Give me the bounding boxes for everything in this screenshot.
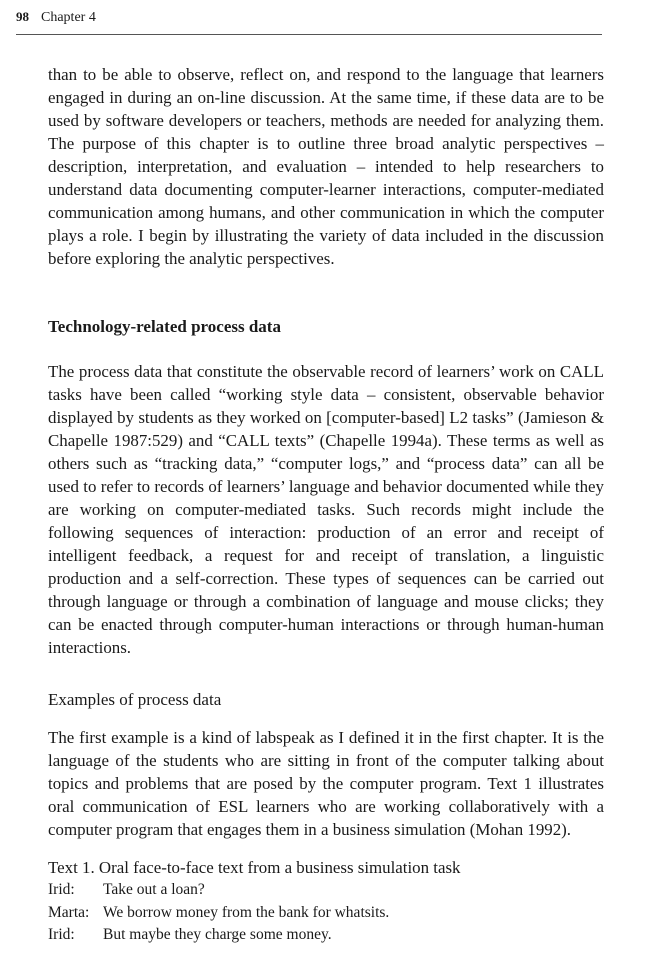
utterance: Take out a loan? [103, 881, 205, 898]
dialogue [48, 879, 604, 947]
page-number: 98 [16, 9, 29, 24]
subsection-heading: Examples of process data [48, 690, 222, 709]
chapter-label: Chapter 4 [41, 10, 96, 25]
utterance: We borrow money from the bank for whatsits. [103, 903, 390, 921]
dialogue-line [48, 924, 604, 947]
speaker-label: Marta: [48, 903, 90, 921]
subsection-paragraph: The first example is a kind of labspeak as I defined it in the first chapter. It is the language of the students who are sitting in front of the computer talking about topics and problems that are posed by the computer program. Text 1 illustrates oral communication of ESL learners who are working collaboratively with a computer program that engages them in a business simulation (Mohan 1992). [48, 728, 604, 839]
running-header [16, 9, 96, 26]
header-rule [16, 34, 602, 35]
text-example-title: Text 1. Oral face-to-face text from a business simulation task [48, 858, 461, 877]
section-paragraph: The process data that constitute the observable record of learners’ work on CALL tasks have been called “working style data – consistent, observable behavior displayed by students as they worked on [computer-based] L2 tasks” (Jamieson & Chapelle 1987:529) and “CALL texts” (Chapelle 1994a). These terms as well as others such as “tracking data,” “computer logs,” and “process data” can all be used to refer to records of learners’ language and behavior documented while they are working on computer-mediated tasks. Such records might include the following sequences of interaction: production of an error and receipt of intelligent feedback, a request for and receipt of translation, a linguistic production and a self-correction. These types of sequences can be carried out through language or through a combination of language and mouse clicks; they can be enacted through computer-human interactions or through human-human interactions. [48, 362, 604, 657]
speaker-label: Irid: [48, 926, 75, 943]
utterance: But maybe they charge some money. [103, 926, 332, 943]
intro-paragraph: than to be able to observe, reflect on, and respond to the language that learners engaged in during an on-line discussion. At the same time, if these data are to be used by software developers or teachers, methods are needed for analyzing them. The purpose of this chapter is to outline three broad analytic perspectives – description, interpretation, and evaluation – intended to help researchers to understand data documenting computer-learner interactions, computer-mediated communication among humans, and other communication in which the computer plays a role. I begin by illustrating the variety of data included in the discussion before exploring the analytic perspectives. [48, 65, 604, 268]
dialogue-line [48, 902, 604, 925]
speaker-label: Irid: [48, 881, 75, 898]
page-body [48, 63, 604, 947]
section-heading: Technology-related process data [48, 317, 281, 336]
dialogue-line [48, 879, 604, 902]
